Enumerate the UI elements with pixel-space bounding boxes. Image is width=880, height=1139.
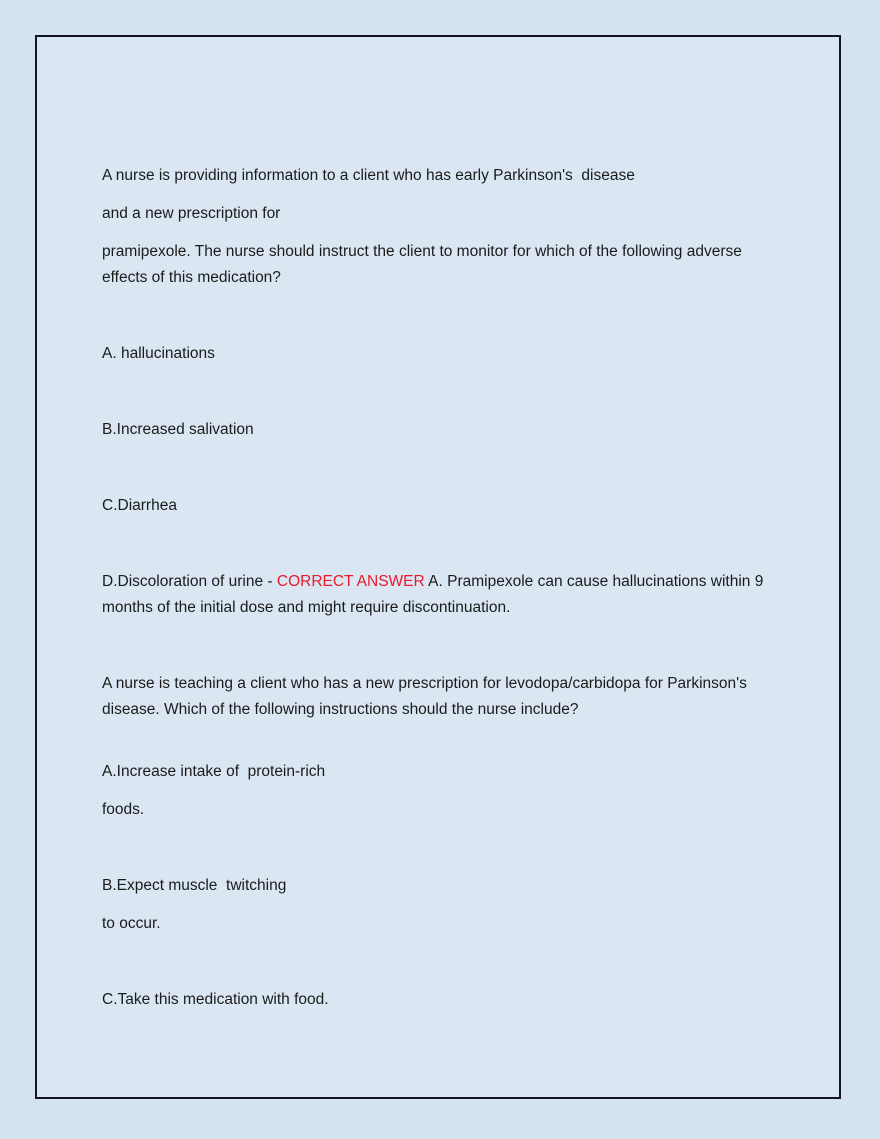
question-2-option-c: C.Take this medication with food. bbox=[102, 991, 329, 1008]
question-2-option-b-line-2: to occur. bbox=[102, 915, 161, 932]
question-1-line-1: A nurse is providing information to a client who has early Parkinson's disease bbox=[102, 167, 635, 184]
question-2-option-b-line-1: B.Expect muscle twitching bbox=[102, 877, 287, 894]
page-border bbox=[35, 35, 841, 1099]
question-2-body: A nurse is teaching a client who has a new prescription for levodopa/carbidopa for Parkinson's disease. Which of the following instructions should the nurse include? bbox=[102, 675, 752, 718]
question-1-option-d bbox=[102, 569, 768, 621]
correct-answer-label: CORRECT ANSWER bbox=[276, 573, 425, 590]
question-1-option-a: A. hallucinations bbox=[102, 345, 215, 362]
question-1-option-c: C.Diarrhea bbox=[102, 497, 177, 514]
question-1-rationale: A. Pramipexole can cause hallucinations within 9 months of the initial dose and might require discontinuation. bbox=[102, 573, 768, 616]
question-2-option-a-line-2: foods. bbox=[102, 801, 145, 818]
question-1-option-b: B.Increased salivation bbox=[102, 421, 254, 438]
page-content bbox=[37, 37, 839, 1013]
question-1-line-2: and a new prescription for bbox=[102, 205, 281, 222]
option-d-text: D.Discoloration of urine - bbox=[102, 573, 277, 590]
question-1-body: pramipexole. The nurse should instruct the client to monitor for which of the following adverse effects of this medication? bbox=[102, 243, 747, 286]
question-2-option-a-line-1: A.Increase intake of protein-rich bbox=[102, 763, 326, 780]
